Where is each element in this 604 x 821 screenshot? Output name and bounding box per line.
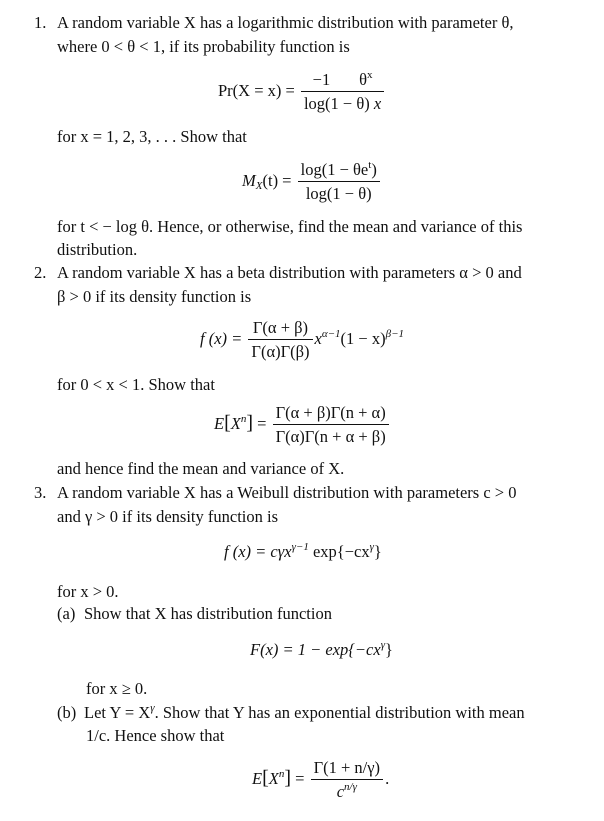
problem-3-part-a-label: (a) bbox=[57, 604, 76, 623]
problem-1-after-line2: distribution. bbox=[57, 240, 138, 259]
weibull-df-sup1: γ−1 bbox=[291, 541, 309, 553]
problem-2-after-line1: and hence find the mean and variance of X. bbox=[57, 459, 345, 478]
part-b-line1-rest: . Show that Y has an exponential distribution with mean bbox=[154, 703, 525, 722]
mgf-num: log(1 − θe bbox=[300, 160, 369, 179]
problem-3-part-b-label: (b) bbox=[57, 703, 77, 722]
beta-df-x: x bbox=[314, 328, 322, 348]
problem-2-intro-line2: β > 0 if its density function is bbox=[57, 287, 252, 306]
beta-moment-fraction bbox=[273, 403, 389, 447]
beta-df-sup2: β−1 bbox=[385, 327, 404, 340]
beta-df-num: Γ(α + β) bbox=[252, 318, 309, 337]
problem-3-part-a-text: Show that X has distribution function bbox=[84, 604, 332, 623]
mgf-lhs-sub: X bbox=[255, 179, 263, 192]
final-den: c bbox=[336, 782, 345, 801]
beta-moment-lhs: E bbox=[214, 413, 225, 433]
weibull-cdf-lhs: F(x) = 1 − exp{−cx bbox=[250, 640, 381, 659]
mgf-lhs: M bbox=[242, 170, 256, 190]
problem-3-part-b-line2: 1/c. Hence show that bbox=[86, 726, 225, 745]
problem-1-intro-line1: A random variable X has a logarithmic distribution with parameter θ, bbox=[57, 13, 514, 32]
pf-num-b: θ bbox=[359, 70, 367, 89]
problem-3-density-formula bbox=[224, 542, 382, 562]
final-period: . bbox=[385, 768, 390, 788]
problem-1-for-text: for x = 1, 2, 3, . . . Show that bbox=[57, 127, 247, 146]
problem-1-number: 1. bbox=[34, 13, 47, 32]
problem-2-moment-formula: $E[X^n]$ = $\frac{\Gamma(\alpha + \beta)\Gamma(n + \alpha)}{\Gamma(\alpha)\Gamma(n + \alpha + \beta)}$ bbox=[214, 403, 391, 447]
problem-2-density-formula bbox=[200, 318, 404, 362]
final-num: Γ(1 + n/γ) bbox=[313, 758, 381, 777]
problem-3-part-a-for: for x ≥ 0. bbox=[86, 679, 148, 698]
pf-den-b: x bbox=[373, 94, 382, 113]
problem-1-mgf-formula bbox=[242, 160, 382, 204]
problem-3-cdf-formula bbox=[250, 640, 393, 660]
weibull-df-sup2: γ bbox=[369, 541, 374, 553]
problem-1-after-line1: for t < − log θ. Hence, or otherwise, find the mean and variance of this bbox=[57, 217, 523, 236]
weibull-cdf-sup: γ bbox=[380, 639, 386, 651]
final-den-sup: n/γ bbox=[344, 781, 357, 793]
beta-df-den: Γ(α)Γ(β) bbox=[248, 339, 312, 362]
problem-2-intro-line1: A random variable X has a beta distribution with parameters α > 0 and bbox=[57, 263, 522, 282]
mgf-fraction bbox=[298, 160, 380, 204]
problem-3-intro-line2: and γ > 0 if its density function is bbox=[57, 507, 278, 526]
problem-3-intro-line1: A random variable X has a Weibull distribution with parameters c > 0 bbox=[57, 483, 517, 502]
weibull-df-exp: exp{−cx bbox=[312, 542, 370, 561]
problem-2-number: 2. bbox=[34, 263, 47, 282]
problem-3-final-formula: $E[X^n]$ = $\frac{\Gamma(1 + n/\gamma)}{c^{n/\gamma}}$ . bbox=[252, 758, 390, 801]
part-b-line1-a: Let Y = X bbox=[84, 703, 151, 722]
weibull-df-close: } bbox=[373, 542, 382, 561]
final-fraction bbox=[311, 758, 383, 802]
problem-3-for-text: for x > 0. bbox=[57, 582, 119, 601]
problem-3-part-b-line1 bbox=[84, 703, 525, 723]
weibull-df-lhs: f (x) = cγx bbox=[224, 542, 292, 561]
mgf-num-close: ) bbox=[371, 160, 377, 179]
part-b-line1-sup: γ bbox=[150, 702, 155, 714]
pf-lhs: Pr(X = x) = bbox=[218, 80, 295, 100]
weibull-cdf-close: } bbox=[385, 640, 393, 659]
pf-den-a: log(1 − θ) bbox=[303, 94, 370, 113]
problem-1-intro-line2: where 0 < θ < 1, if its probability function is bbox=[57, 37, 350, 56]
mgf-den: log(1 − θ) bbox=[298, 181, 380, 204]
problem-2-for-text: for 0 < x < 1. Show that bbox=[57, 375, 215, 394]
beta-df-fraction bbox=[248, 318, 312, 362]
beta-df-mid: (1 − x) bbox=[340, 328, 386, 348]
beta-df-sup1: α−1 bbox=[321, 327, 341, 340]
problem-3-number: 3. bbox=[34, 483, 47, 502]
mgf-lhs-arg: (t) = bbox=[262, 170, 292, 190]
beta-moment-num: Γ(α + β)Γ(n + α) bbox=[275, 403, 386, 422]
pf-num-a: −1 bbox=[312, 70, 331, 89]
pf-fraction: $\frac{-1 \theta^x}{\log(1 - \theta) x}$ bbox=[301, 70, 384, 114]
final-lhs: E bbox=[252, 768, 263, 788]
problem-1-probability-formula bbox=[218, 70, 386, 114]
mgf-num-sup: t bbox=[368, 159, 372, 171]
beta-moment-den: Γ(α)Γ(n + α + β) bbox=[273, 424, 389, 447]
beta-df-lhs: f (x) = bbox=[200, 328, 243, 348]
